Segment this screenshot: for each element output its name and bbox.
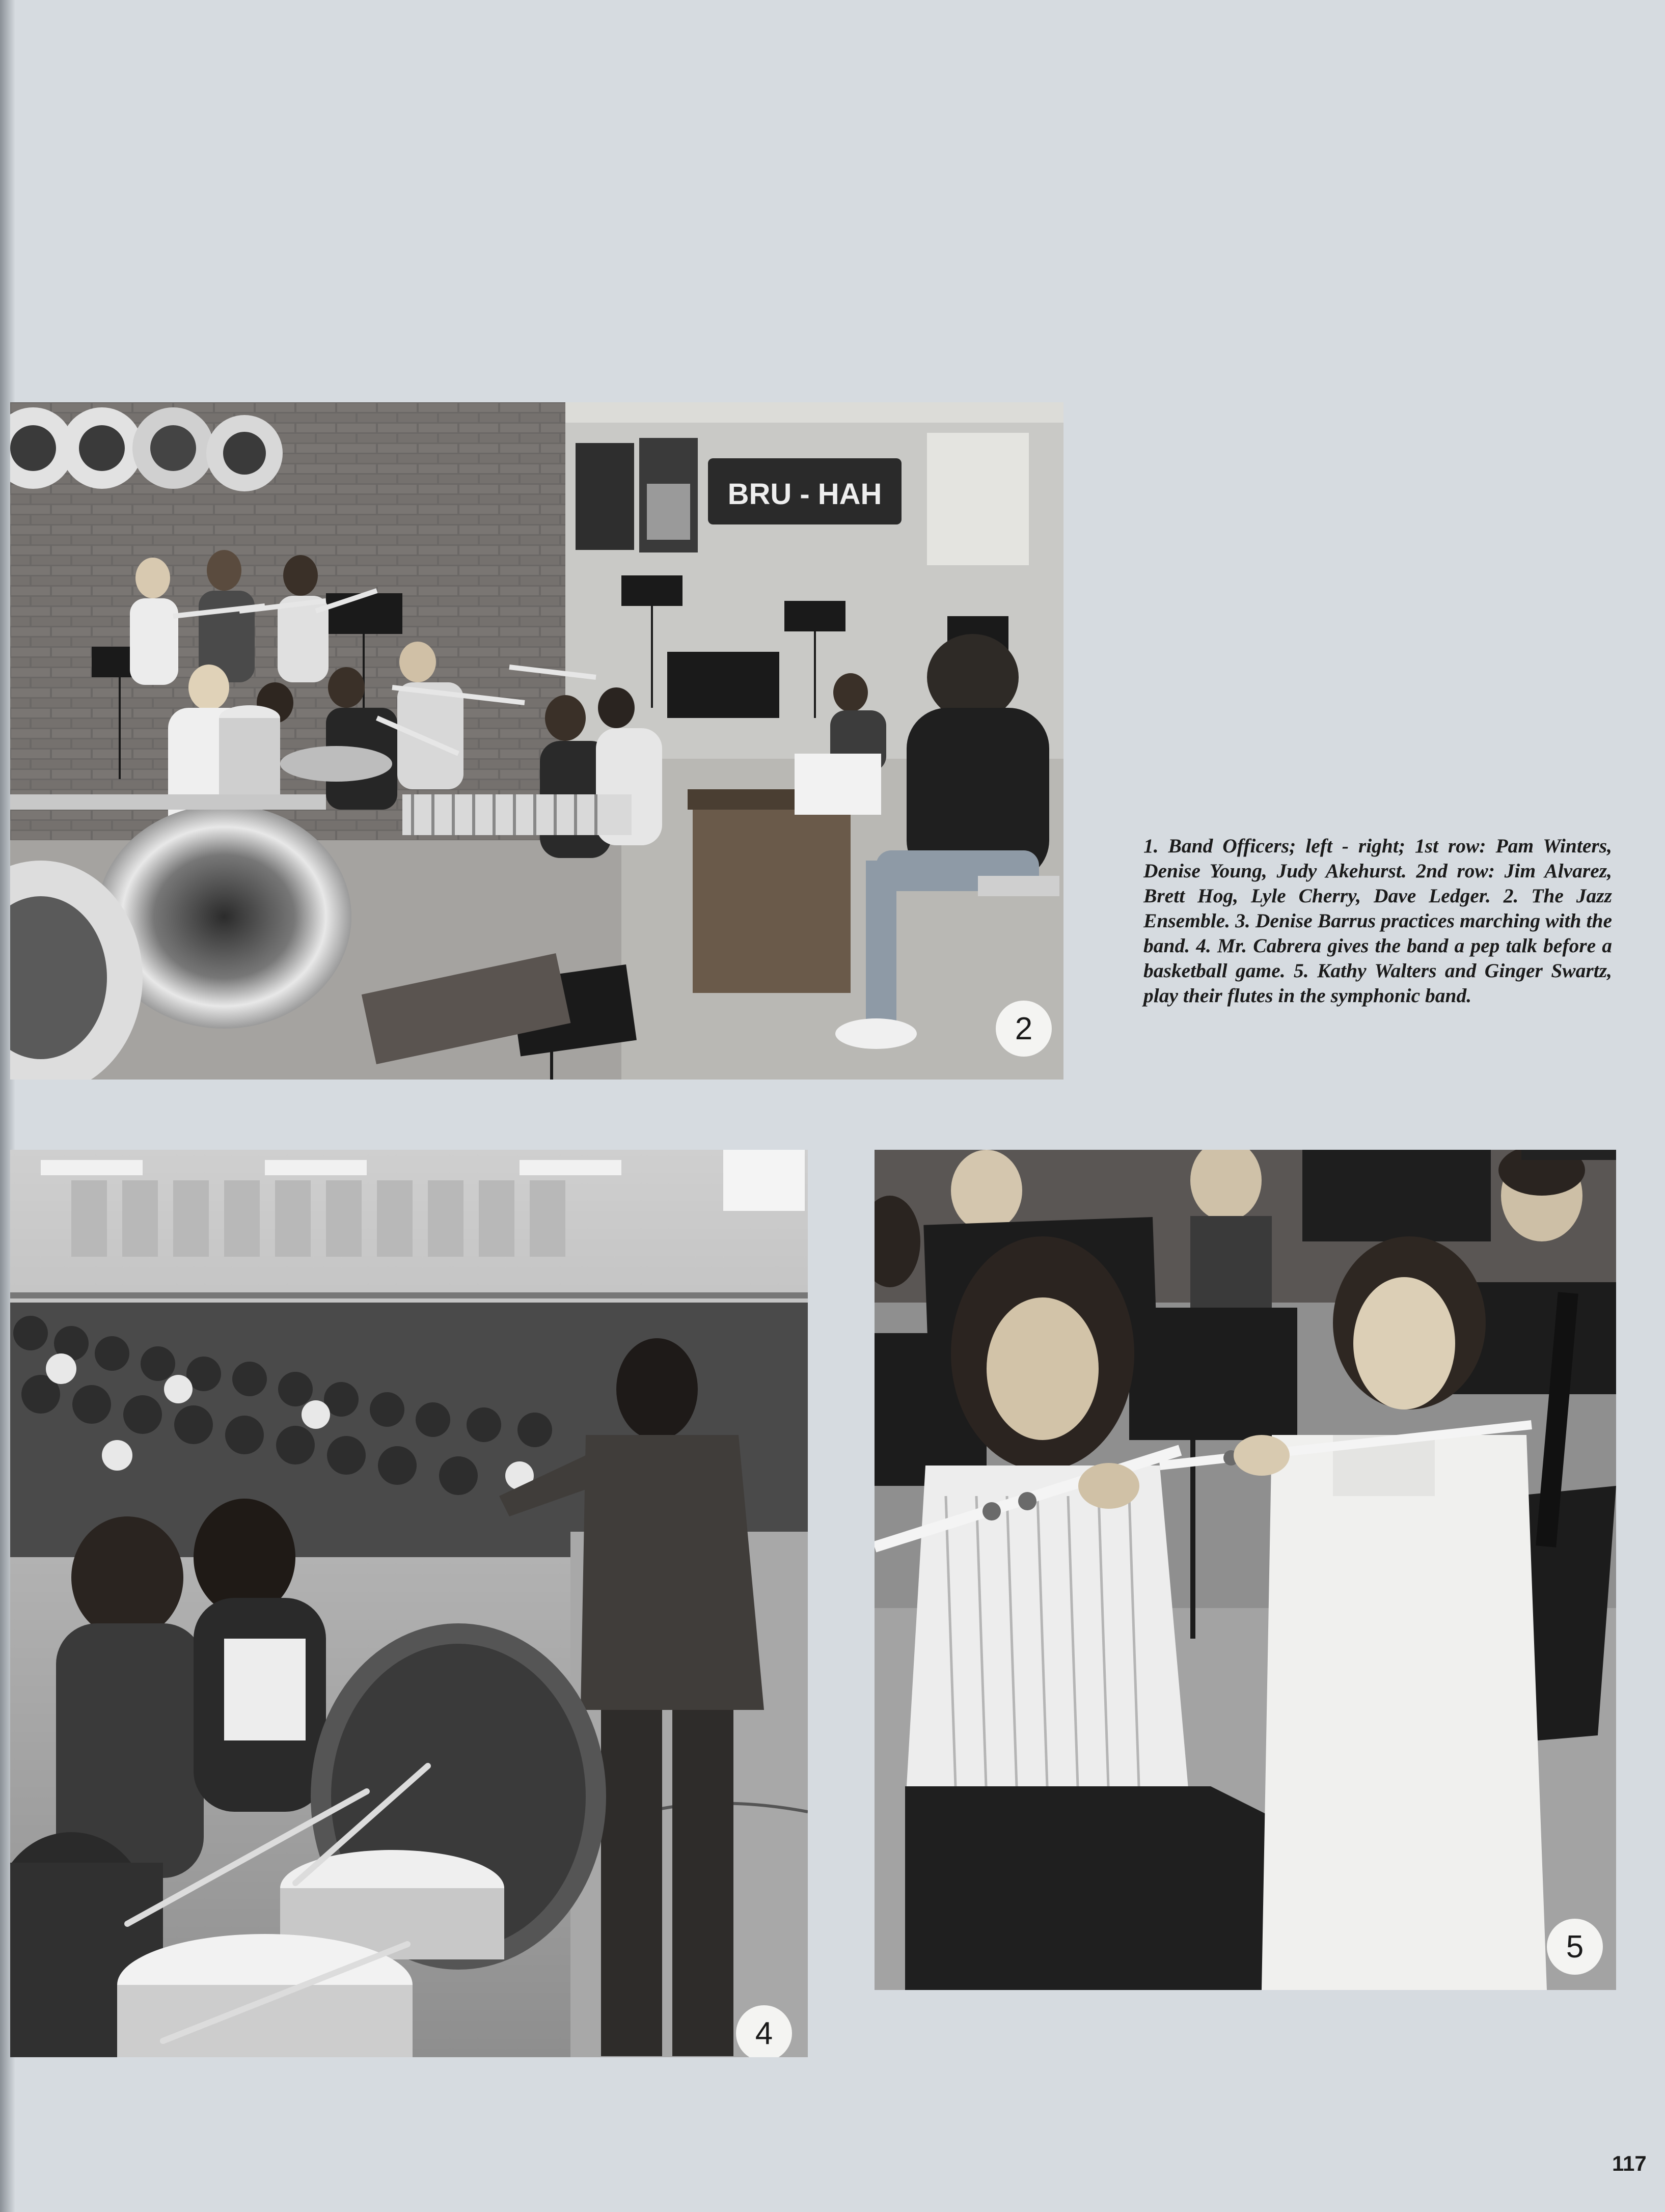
photo-caption: 1. Band Officers; left - right; 1st row: Pam Winters, Denise Young, Judy Akehurst. 2nd row: Jim Alvarez, Brett Hog, Lyle Cherry, Dave Ledger. 2. The Jazz Ensemble. 3. Denise Barrus practices marching with the band. 4. Mr. Cabrera gives the band a pep talk before a basketball game. 5. Kathy Walters and Ginger Swartz, play their flutes in the symphonic band. <box>1143 835 1612 1007</box>
photo-number-badge: 4 <box>736 2005 792 2057</box>
photo-number-badge: 5 <box>1547 1919 1603 1975</box>
letter-banner <box>10 407 283 491</box>
photo-number-badge: 2 <box>996 1001 1052 1057</box>
photo-jazz-ensemble <box>10 402 1063 1080</box>
page-number: 117 <box>1612 2151 1647 2175</box>
bru-hah-sign <box>708 458 902 524</box>
photo-pep-talk <box>10 1150 808 2057</box>
photo-flutes-image <box>875 1150 1616 1990</box>
vibraphone <box>402 794 632 835</box>
photo-flutes <box>875 1150 1616 1990</box>
photo-jazz-ensemble-image <box>10 402 1063 1080</box>
bru-hah-text: BRU - HAH <box>727 478 882 511</box>
photo-pep-talk-image <box>10 1150 808 2057</box>
